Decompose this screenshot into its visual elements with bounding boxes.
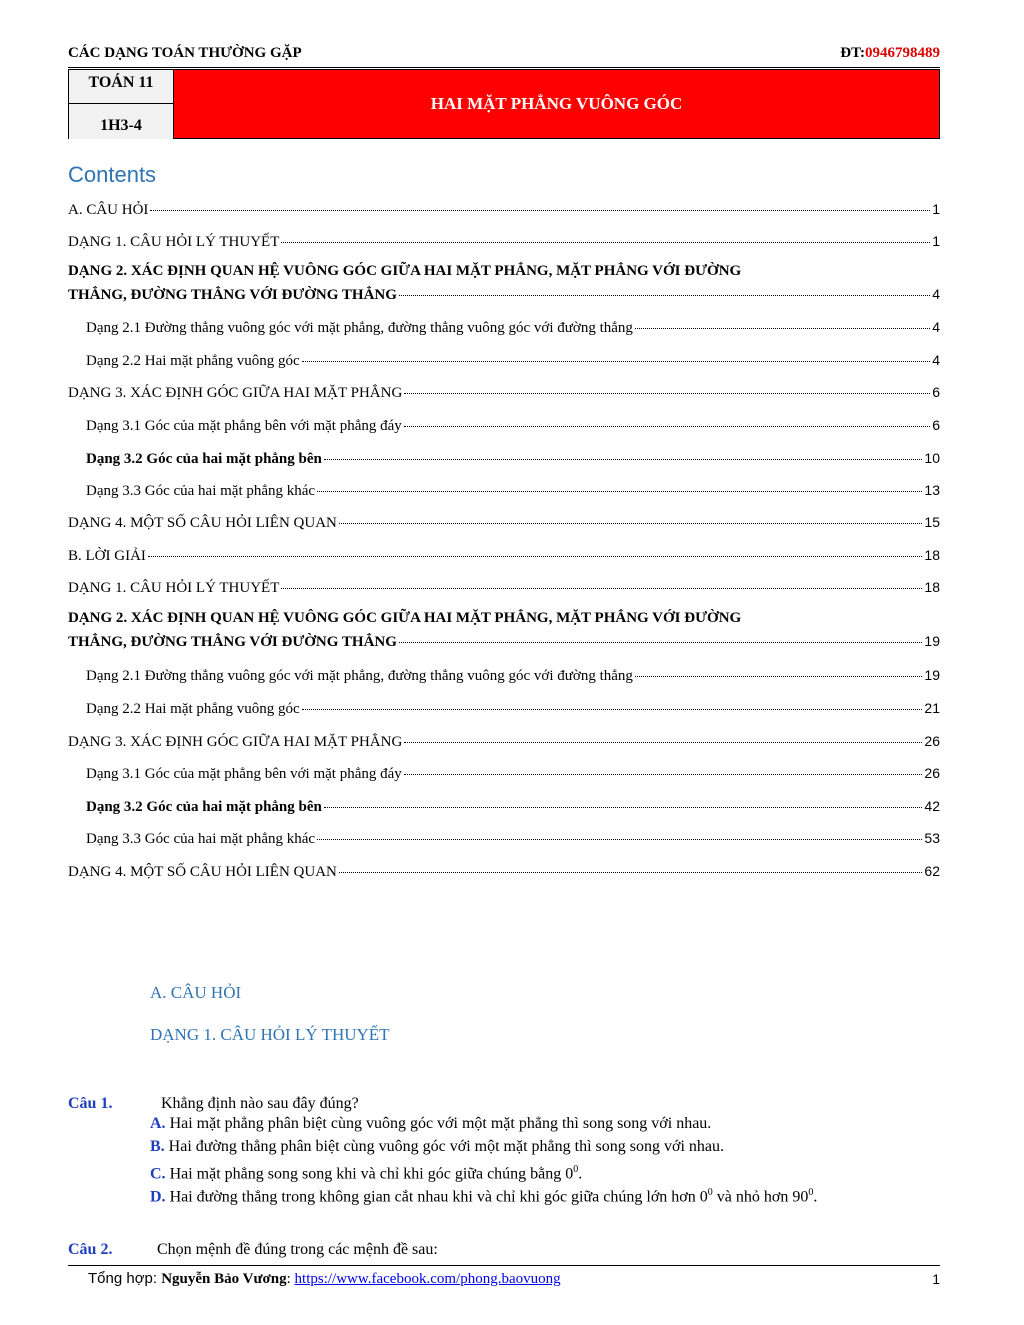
toc-entry[interactable] bbox=[68, 797, 940, 816]
section-heading-a: A. CÂU HỎI bbox=[150, 983, 242, 1002]
toc-page: 19 bbox=[924, 667, 940, 683]
toc-page: 4 bbox=[932, 286, 940, 302]
toc-entry[interactable] bbox=[68, 666, 940, 685]
toc-leader bbox=[404, 774, 923, 775]
degree-sup: 0 bbox=[707, 1187, 713, 1198]
toc-entry[interactable] bbox=[68, 318, 940, 337]
option-key: A. bbox=[150, 1115, 166, 1132]
toc-entry-multiline[interactable] bbox=[68, 609, 940, 628]
question-1-option-d: D. Hai đường thẳng trong không gian cắt nhau khi và chỉ khi góc giữa chúng lớn hơn $0^0$ và nhỏ hơn $90^0$. bbox=[150, 1187, 818, 1206]
page-header-left: CÁC DẠNG TOÁN THƯỜNG GẶP bbox=[68, 45, 302, 61]
title-box bbox=[68, 69, 940, 139]
toc-leader bbox=[150, 210, 930, 211]
footer-author: Nguyễn Bảo Vương bbox=[161, 1271, 287, 1287]
toc-entry[interactable] bbox=[68, 632, 940, 651]
footer-link[interactable]: https://www.facebook.com/phong.baovuong bbox=[294, 1271, 561, 1287]
toc-leader bbox=[339, 523, 923, 524]
toc-page: 26 bbox=[924, 733, 940, 749]
toc-page: 1 bbox=[932, 201, 940, 217]
toc-page: 4 bbox=[932, 319, 940, 335]
toc-entry[interactable] bbox=[68, 383, 940, 402]
option-text-continued: và nhỏ hơn 90 bbox=[712, 1188, 809, 1206]
toc-entry[interactable] bbox=[68, 351, 940, 370]
toc-leader bbox=[317, 839, 922, 840]
option-key: D. bbox=[150, 1188, 166, 1206]
toc-leader bbox=[317, 491, 922, 492]
toc-leader bbox=[324, 807, 923, 808]
toc-leader bbox=[339, 872, 923, 873]
toc-entry-text: Dạng 2.1 Đường thẳng vuông góc với mặt phẳng, đường thẳng vuông góc với đường thẳng bbox=[86, 320, 633, 336]
toc-leader bbox=[404, 426, 930, 427]
toc-entry[interactable] bbox=[68, 699, 940, 718]
toc-heading: Contents bbox=[68, 162, 157, 187]
degree-sup: 0 bbox=[573, 1164, 579, 1175]
option-key: B. bbox=[150, 1138, 165, 1155]
toc-entry[interactable] bbox=[68, 449, 940, 468]
toc-entry-multiline[interactable] bbox=[68, 262, 940, 281]
grade-cell: TOÁN 11 bbox=[69, 70, 174, 104]
toc-entry[interactable] bbox=[68, 200, 940, 219]
toc-entry-text: Dạng 2.2 Hai mặt phẳng vuông góc bbox=[86, 701, 300, 717]
lesson-title: HAI MẶT PHẲNG VUÔNG GÓC bbox=[174, 70, 939, 138]
toc-page: 26 bbox=[924, 765, 940, 781]
toc-page: 13 bbox=[924, 482, 940, 498]
toc-entry-text: B. LỜI GIẢI bbox=[68, 548, 146, 564]
code-cell: 1H3-4 bbox=[69, 104, 174, 139]
toc-entry-text: DẠNG 2. XÁC ĐỊNH QUAN HỆ VUÔNG GÓC GIỮA HAI MẶT PHẲNG, MẶT PHẲNG VỚI ĐƯỜNG bbox=[68, 610, 742, 626]
toc-entry-text: Dạng 3.2 Góc của hai mặt phẳng bên bbox=[86, 799, 322, 815]
page-header-right bbox=[840, 45, 940, 62]
toc-entry-text: DẠNG 4. MỘT SỐ CÂU HỎI LIÊN QUAN bbox=[68, 515, 337, 531]
toc-entry[interactable] bbox=[68, 513, 940, 532]
toc-page: 21 bbox=[924, 700, 940, 716]
toc-entry[interactable] bbox=[68, 232, 940, 251]
toc-leader bbox=[302, 709, 923, 710]
toc-leader bbox=[635, 328, 930, 329]
toc-entry-text: Dạng 3.1 Góc của mặt phẳng bên với mặt phẳng đáy bbox=[86, 766, 402, 782]
toc-leader bbox=[281, 242, 930, 243]
toc-entry-text: Dạng 3.1 Góc của mặt phẳng bên với mặt phẳng đáy bbox=[86, 418, 402, 434]
toc-entry-text: Dạng 2.2 Hai mặt phẳng vuông góc bbox=[86, 353, 300, 369]
toc-leader bbox=[635, 676, 923, 677]
toc-page: 19 bbox=[924, 633, 940, 649]
toc-page: 53 bbox=[924, 830, 940, 846]
toc-entry-text: Dạng 3.2 Góc của hai mặt phẳng bên bbox=[86, 451, 322, 467]
toc-leader bbox=[404, 742, 922, 743]
question-1-option-a bbox=[150, 1114, 942, 1134]
toc-leader bbox=[281, 588, 922, 589]
toc-entry[interactable] bbox=[68, 732, 940, 751]
degree-sup: 0 bbox=[808, 1187, 814, 1198]
question-1-option-c: C. Hai mặt phẳng song song khi và chỉ khi góc giữa chúng bằng $0^0$. bbox=[150, 1164, 583, 1183]
toc-leader bbox=[148, 556, 923, 557]
option-text: Hai mặt phẳng song song khi và chỉ khi góc giữa chúng bằng 0 bbox=[169, 1165, 574, 1183]
toc-entry-text: THẲNG, ĐƯỜNG THẲNG VỚI ĐƯỜNG THẲNG bbox=[68, 287, 397, 303]
toc-page: 1 bbox=[932, 233, 940, 249]
phone-number: 0946798489 bbox=[865, 45, 940, 61]
toc-page: 6 bbox=[932, 417, 940, 433]
toc-entry[interactable] bbox=[68, 829, 940, 848]
toc-page: 18 bbox=[924, 547, 940, 563]
toc-entry[interactable] bbox=[68, 862, 940, 881]
toc-entry-text: Dạng 3.3 Góc của hai mặt phẳng khác bbox=[86, 483, 316, 499]
toc-entry-text: DẠNG 2. XÁC ĐỊNH QUAN HỆ VUÔNG GÓC GIỮA HAI MẶT PHẲNG, MẶT PHẲNG VỚI ĐƯỜNG bbox=[68, 263, 742, 279]
toc-entry[interactable] bbox=[68, 578, 940, 597]
toc-page: 6 bbox=[932, 384, 940, 400]
toc-entry-text: DẠNG 4. MỘT SỐ CÂU HỎI LIÊN QUAN bbox=[68, 864, 337, 880]
toc-leader bbox=[399, 295, 930, 296]
footer-page-number: 1 bbox=[932, 1271, 940, 1287]
question-2-label: Câu 2. bbox=[68, 1241, 113, 1258]
footer-label: Tổng hợp: bbox=[88, 1270, 162, 1287]
toc-entry-text: THẲNG, ĐƯỜNG THẲNG VỚI ĐƯỜNG THẲNG bbox=[68, 634, 397, 650]
toc-entry[interactable] bbox=[68, 416, 940, 435]
question-2-text: Chọn mệnh đề đúng trong các mệnh đề sau: bbox=[157, 1241, 438, 1258]
footer-sep: : bbox=[286, 1271, 295, 1287]
phone-label: ĐT: bbox=[840, 45, 865, 61]
toc-page: 42 bbox=[924, 798, 940, 814]
question-1-label: Câu 1. bbox=[68, 1095, 113, 1112]
toc-entry[interactable] bbox=[68, 481, 940, 500]
option-key: C. bbox=[150, 1165, 166, 1183]
section-heading-dang1: DẠNG 1. CÂU HỎI LÝ THUYẾT bbox=[150, 1025, 390, 1044]
toc-leader bbox=[302, 361, 930, 362]
toc-leader bbox=[404, 393, 930, 394]
toc-leader bbox=[399, 642, 923, 643]
toc-page: 4 bbox=[932, 352, 940, 368]
question-1-option-b bbox=[150, 1137, 942, 1157]
toc-entry-text: DẠNG 3. XÁC ĐỊNH GÓC GIỮA HAI MẶT PHẲNG bbox=[68, 385, 403, 401]
toc-entry[interactable] bbox=[68, 285, 940, 304]
toc-entry-text: DẠNG 1. CÂU HỎI LÝ THUYẾT bbox=[68, 234, 280, 250]
page-footer bbox=[88, 1270, 561, 1288]
toc-page: 10 bbox=[924, 450, 940, 466]
header-rule bbox=[68, 67, 940, 68]
toc-entry[interactable] bbox=[68, 764, 940, 783]
toc-leader bbox=[324, 459, 923, 460]
toc-entry[interactable] bbox=[68, 546, 940, 565]
option-text: Hai đường thẳng trong không gian cắt nhau khi và chỉ khi góc giữa chúng lớn hơn 0 bbox=[169, 1188, 708, 1206]
toc-entry-text: DẠNG 3. XÁC ĐỊNH GÓC GIỮA HAI MẶT PHẲNG bbox=[68, 734, 403, 750]
question-1-text: Khẳng định nào sau đây đúng? bbox=[161, 1095, 359, 1112]
option-text: Hai mặt phẳng phân biệt cùng vuông góc với một mặt phẳng thì song song với nhau. bbox=[169, 1115, 712, 1132]
toc-entry-text: DẠNG 1. CÂU HỎI LÝ THUYẾT bbox=[68, 580, 280, 596]
toc-entry-text: A. CÂU HỎI bbox=[68, 202, 149, 218]
toc-page: 62 bbox=[924, 863, 940, 879]
toc-entry-text: Dạng 2.1 Đường thẳng vuông góc với mặt phẳng, đường thẳng vuông góc với đường thẳng bbox=[86, 668, 633, 684]
option-text: Hai đường thẳng phân biệt cùng vuông góc với một mặt phẳng thì song song với nhau. bbox=[168, 1138, 724, 1155]
footer-rule bbox=[68, 1265, 940, 1266]
toc-entry-text: Dạng 3.3 Góc của hai mặt phẳng khác bbox=[86, 831, 316, 847]
toc-page: 15 bbox=[924, 514, 940, 530]
toc-page: 18 bbox=[924, 579, 940, 595]
